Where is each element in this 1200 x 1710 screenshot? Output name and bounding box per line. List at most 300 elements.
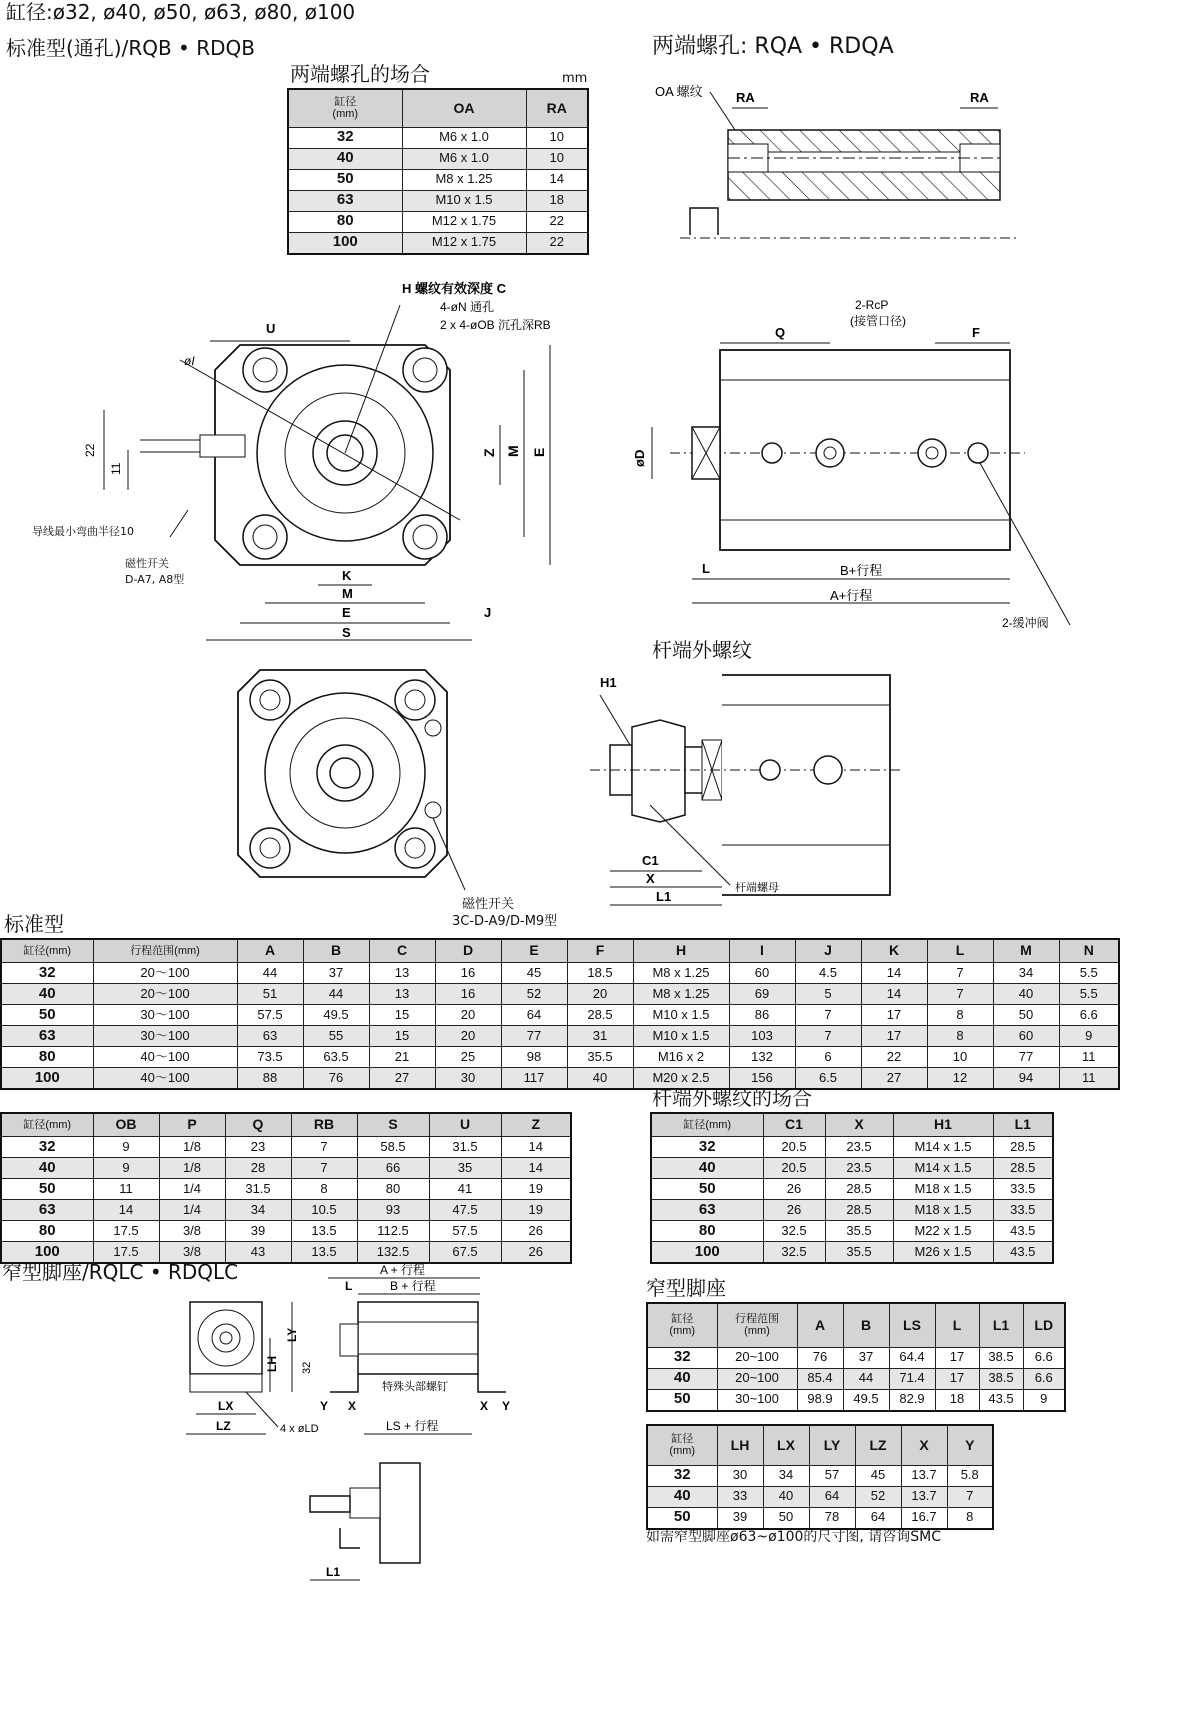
table-cell: 28.5 (567, 1005, 633, 1026)
table-header: D (435, 939, 501, 963)
e-label-vertical: E (531, 447, 547, 457)
front-view-2-drawing (215, 660, 505, 910)
table-header: 缸径 (mm) (647, 1303, 717, 1347)
foot-table-1 (646, 1302, 1066, 1412)
foot-drawing (180, 1262, 520, 1462)
table-cell: 28.5 (825, 1179, 893, 1200)
table-row (651, 1158, 1053, 1179)
table-header: LD (1023, 1303, 1065, 1347)
table-cell: M10 x 1.5 (633, 1026, 729, 1047)
table-cell: 6.6 (1023, 1368, 1065, 1389)
table-cell: 30 (435, 1068, 501, 1090)
table-cell: 71.4 (889, 1368, 935, 1389)
table-row (1, 1200, 571, 1221)
s-label: S (342, 625, 351, 640)
table-row (288, 190, 588, 211)
table-cell: 20 (435, 1026, 501, 1047)
foot-l1-label: L1 (326, 1565, 341, 1579)
table-cell: 30～100 (93, 1026, 237, 1047)
table-row (651, 1200, 1053, 1221)
m-label-vertical: M (505, 445, 521, 457)
table-header: 缸径 (mm) (647, 1425, 717, 1465)
table-cell: 60 (993, 1026, 1059, 1047)
table-cell: 1/4 (159, 1200, 225, 1221)
table-cell: 13.7 (901, 1486, 947, 1507)
bore-cell: 40 (651, 1158, 763, 1179)
bore-cell: 100 (288, 232, 402, 254)
ob-table (0, 1112, 572, 1264)
bore-cell: 40 (647, 1486, 717, 1507)
foot-x-label-right: X (480, 1399, 489, 1413)
table-cell: 132 (729, 1047, 795, 1068)
table-cell: 64.4 (889, 1347, 935, 1368)
rod-ext-title: 杆端外螺纹 (652, 638, 752, 662)
foot-table-title: 窄型脚座 (646, 1276, 726, 1300)
bore-cell: 50 (1, 1005, 93, 1026)
foot-y-label-right: Y (502, 1399, 511, 1413)
bore-cell: 32 (1, 963, 93, 984)
table-row (651, 1242, 1053, 1264)
table-cell: 51 (237, 984, 303, 1005)
h-thread-label: H 螺纹有效深度 C (402, 281, 507, 296)
table-cell: 64 (501, 1005, 567, 1026)
table-cell: 13.5 (291, 1221, 357, 1242)
oa-table-title: 两端螺孔的场合 (290, 62, 430, 86)
table-cell: 33.5 (993, 1179, 1053, 1200)
table-cell: 5.5 (1059, 963, 1119, 984)
table-row (1, 1221, 571, 1242)
table-header: M (993, 939, 1059, 963)
j-label: J (484, 605, 492, 620)
table-row (647, 1507, 993, 1529)
bore-cell: 50 (1, 1179, 93, 1200)
table-cell: 27 (369, 1068, 435, 1090)
table-cell: 38.5 (979, 1368, 1023, 1389)
table-cell: 64 (809, 1486, 855, 1507)
ra-label-left: RA (736, 90, 755, 105)
l-label: L (702, 561, 710, 576)
table-cell: 9 (93, 1158, 159, 1179)
table-header: LY (809, 1425, 855, 1465)
foot-note: 如需窄型脚座ø63~ø100的尺寸图, 请咨询SMC (646, 1529, 942, 1545)
table-cell: 14 (526, 169, 588, 190)
foot-lz-label: LZ (216, 1419, 231, 1433)
table-cell: 78 (809, 1507, 855, 1529)
table-cell: 31.5 (225, 1179, 291, 1200)
table-cell: 8 (927, 1005, 993, 1026)
table-cell: 43.5 (993, 1242, 1053, 1264)
table-header: E (501, 939, 567, 963)
table-header: B (843, 1303, 889, 1347)
table-cell: 18 (526, 190, 588, 211)
table-cell: 45 (501, 963, 567, 984)
mag-switch-label: 磁性开关 (125, 557, 169, 570)
table-cell: 6.6 (1059, 1005, 1119, 1026)
table-cell: 16.7 (901, 1507, 947, 1529)
table-cell: 60 (729, 963, 795, 984)
table-cell: 88 (237, 1068, 303, 1090)
foot-lh-label: LH (265, 1356, 279, 1372)
table-cell: 14 (861, 963, 927, 984)
table-cell: 11 (1059, 1047, 1119, 1068)
table-row (1, 1005, 1119, 1026)
foot-special-bolt: 特殊头部螺钉 (382, 1381, 448, 1393)
table-cell: 6.5 (795, 1068, 861, 1090)
table-cell: 7 (291, 1158, 357, 1179)
table-cell: 112.5 (357, 1221, 429, 1242)
cushion-label: 2-缓冲阀 (1002, 616, 1049, 630)
table-row (288, 148, 588, 169)
table-cell: M22 x 1.5 (893, 1221, 993, 1242)
front-view-drawing (80, 275, 580, 645)
bore-cell: 63 (1, 1026, 93, 1047)
foot-section-title: 窄型脚座/RQLC • RDQLC (2, 1260, 239, 1284)
both-end-tapped-drawing (650, 80, 1030, 260)
table-header: LS (889, 1303, 935, 1347)
table-cell: 20～100 (93, 984, 237, 1005)
table-cell: M6 x 1.0 (402, 148, 526, 169)
table-header: 行程范围(mm) (93, 939, 237, 963)
table-header: RA (526, 89, 588, 127)
table-cell: 25 (435, 1047, 501, 1068)
table-cell: 26 (501, 1242, 571, 1264)
table-cell: M18 x 1.5 (893, 1179, 993, 1200)
table-cell: 14 (501, 1158, 571, 1179)
x-label: X (646, 871, 655, 886)
table-cell: M12 x 1.75 (402, 211, 526, 232)
table-cell: 117 (501, 1068, 567, 1090)
table-header: X (825, 1113, 893, 1137)
table-header: 行程范围 (mm) (717, 1303, 797, 1347)
bore-cell: 50 (647, 1507, 717, 1529)
bore-cell: 32 (1, 1137, 93, 1158)
table-header: LX (763, 1425, 809, 1465)
table-header: P (159, 1113, 225, 1137)
table-cell: 13.5 (291, 1242, 357, 1264)
table-cell: 13 (369, 963, 435, 984)
mag-switch2-label: 磁性开关 (462, 897, 515, 912)
table-cell: 64 (855, 1507, 901, 1529)
table-header: J (795, 939, 861, 963)
table-cell: 14 (93, 1200, 159, 1221)
table-row (288, 169, 588, 190)
table-cell: 57.5 (429, 1221, 501, 1242)
bore-cell: 32 (288, 127, 402, 148)
table-header: A (797, 1303, 843, 1347)
foot-ly-label: LY (285, 1327, 299, 1342)
f-label: F (972, 325, 980, 340)
table-cell: M20 x 2.5 (633, 1068, 729, 1090)
table-row (1, 1137, 571, 1158)
table-cell: 40 (993, 984, 1059, 1005)
table-cell: 52 (501, 984, 567, 1005)
table-header: 缸径 (mm) (288, 89, 402, 127)
bore-cell: 80 (651, 1221, 763, 1242)
table-cell: 76 (303, 1068, 369, 1090)
table-header: A (237, 939, 303, 963)
ra-label-right: RA (970, 90, 989, 105)
table-row (651, 1221, 1053, 1242)
table-cell: 22 (861, 1047, 927, 1068)
table-cell: 103 (729, 1026, 795, 1047)
table-cell: 19 (501, 1200, 571, 1221)
table-row (288, 127, 588, 148)
table-cell: 37 (843, 1347, 889, 1368)
table-cell: 14 (861, 984, 927, 1005)
table-cell: 43.5 (993, 1221, 1053, 1242)
table-cell: 132.5 (357, 1242, 429, 1264)
table-header: C1 (763, 1113, 825, 1137)
bore-cell: 32 (647, 1465, 717, 1486)
table-header: LH (717, 1425, 763, 1465)
table-cell: 69 (729, 984, 795, 1005)
table-cell: 8 (947, 1507, 993, 1529)
table-header: OA (402, 89, 526, 127)
table-cell: 33 (717, 1486, 763, 1507)
table-cell: 1/8 (159, 1158, 225, 1179)
table-cell: M10 x 1.5 (633, 1005, 729, 1026)
table-cell: 20 (567, 984, 633, 1005)
table-header: 缸径(mm) (651, 1113, 763, 1137)
table-cell: 8 (927, 1026, 993, 1047)
table-header: X (901, 1425, 947, 1465)
table-cell: 28.5 (825, 1200, 893, 1221)
table-cell: M14 x 1.5 (893, 1158, 993, 1179)
table-cell: 55 (303, 1026, 369, 1047)
table-cell: 156 (729, 1068, 795, 1090)
dim-11-label: 11 (109, 462, 123, 475)
table-cell: 44 (303, 984, 369, 1005)
table-cell: 16 (435, 963, 501, 984)
table-cell: M18 x 1.5 (893, 1200, 993, 1221)
table-cell: 17.5 (93, 1221, 159, 1242)
table-cell: M26 x 1.5 (893, 1242, 993, 1264)
table-cell: M6 x 1.0 (402, 127, 526, 148)
table-cell: 39 (717, 1507, 763, 1529)
table-cell: 10 (526, 127, 588, 148)
bore-cell: 50 (647, 1389, 717, 1411)
table-cell: 35.5 (825, 1221, 893, 1242)
i-label: øI (184, 354, 195, 368)
b-stroke-label: B+行程 (840, 563, 883, 578)
table-row (288, 211, 588, 232)
table-cell: 20~100 (717, 1368, 797, 1389)
table-cell: 9 (93, 1137, 159, 1158)
table-cell: 50 (993, 1005, 1059, 1026)
table-cell: 17 (935, 1347, 979, 1368)
table-cell: 73.5 (237, 1047, 303, 1068)
oa-table-unit: mm (562, 71, 588, 86)
bore-cell: 40 (647, 1368, 717, 1389)
table-cell: 34 (763, 1465, 809, 1486)
table-cell: 18.5 (567, 963, 633, 984)
table-cell: 10.5 (291, 1200, 357, 1221)
table-cell: 21 (369, 1047, 435, 1068)
foot-x-label: X (348, 1399, 357, 1413)
table-row (647, 1465, 993, 1486)
table-cell: 85.4 (797, 1368, 843, 1389)
table-cell: 57.5 (237, 1005, 303, 1026)
table-cell: 30～100 (93, 1005, 237, 1026)
table-cell: 23.5 (825, 1158, 893, 1179)
h1-label: H1 (600, 675, 617, 690)
rod-table-title: 杆端外螺纹的场合 (652, 1086, 812, 1110)
table-header: RB (291, 1113, 357, 1137)
table-cell: 7 (927, 984, 993, 1005)
table-cell: 98.9 (797, 1389, 843, 1411)
table-row (1, 1026, 1119, 1047)
table-cell: 8 (291, 1179, 357, 1200)
table-cell: 7 (795, 1026, 861, 1047)
mag-switch2-type: 3C-D-A9/D-M9型 (452, 914, 558, 929)
table-cell: 18 (935, 1389, 979, 1411)
table-row (1, 1068, 1119, 1090)
table-cell: M10 x 1.5 (402, 190, 526, 211)
u-label: U (266, 321, 276, 336)
table-header: N (1059, 939, 1119, 963)
oa-thread-label: OA 螺纹 (655, 84, 703, 99)
table-cell: 80 (357, 1179, 429, 1200)
table-header: L1 (979, 1303, 1023, 1347)
bore-cell: 32 (651, 1137, 763, 1158)
table-cell: M12 x 1.75 (402, 232, 526, 254)
table-cell: 40～100 (93, 1047, 237, 1068)
foot-ld-label: 4 x øLD (280, 1423, 319, 1435)
table-cell: 28.5 (993, 1137, 1053, 1158)
table-cell: 17.5 (93, 1242, 159, 1264)
table-cell: 47.5 (429, 1200, 501, 1221)
q-label: Q (775, 325, 786, 340)
table-header: B (303, 939, 369, 963)
d-label: øD (632, 449, 647, 467)
table-cell: 20～100 (93, 963, 237, 984)
table-cell: 77 (993, 1047, 1059, 1068)
bore-cell: 63 (1, 1200, 93, 1221)
k-label: K (342, 568, 352, 583)
table-cell: 34 (993, 963, 1059, 984)
dim-22-label: 22 (83, 443, 97, 457)
table-cell: 49.5 (843, 1389, 889, 1411)
table-cell: 31 (567, 1026, 633, 1047)
table-header: F (567, 939, 633, 963)
foot-ls-stroke: LS + 行程 (386, 1419, 439, 1433)
foot-dim-32: 32 (301, 1361, 313, 1374)
bore-cell: 100 (1, 1068, 93, 1090)
table-cell: 37 (303, 963, 369, 984)
table-cell: M16 x 2 (633, 1047, 729, 1068)
foot-y-label: Y (320, 1399, 329, 1413)
table-cell: 82.9 (889, 1389, 935, 1411)
table-cell: 66 (357, 1158, 429, 1179)
table-cell: 94 (993, 1068, 1059, 1090)
table-cell: 28 (225, 1158, 291, 1179)
table-cell: 40～100 (93, 1068, 237, 1090)
table-cell: 58.5 (357, 1137, 429, 1158)
table-cell: 43 (225, 1242, 291, 1264)
foot-l-label: L (345, 1279, 353, 1293)
table-cell: 22 (526, 211, 588, 232)
table-cell: 44 (843, 1368, 889, 1389)
table-row (647, 1486, 993, 1507)
table-cell: 50 (763, 1507, 809, 1529)
table-cell: 63.5 (303, 1047, 369, 1068)
l1-label: L1 (656, 889, 672, 904)
table-row (1, 984, 1119, 1005)
bore-cell: 32 (647, 1347, 717, 1368)
table-cell: 86 (729, 1005, 795, 1026)
table-cell: 32.5 (763, 1242, 825, 1264)
table-header: Q (225, 1113, 291, 1137)
table-row (1, 963, 1119, 984)
table-cell: 15 (369, 1026, 435, 1047)
foot-b-stroke: B + 行程 (390, 1279, 436, 1293)
bore-size-line: 缸径:ø32, ø40, ø50, ø63, ø80, ø100 (6, 0, 356, 24)
table-cell: 11 (1059, 1068, 1119, 1090)
z-label: Z (481, 448, 497, 457)
rcp-note: (接管口径) (850, 314, 906, 328)
table-row (651, 1179, 1053, 1200)
table-cell: 23 (225, 1137, 291, 1158)
bore-cell: 40 (1, 984, 93, 1005)
table-header: OB (93, 1113, 159, 1137)
table-cell: 4.5 (795, 963, 861, 984)
foot-a-stroke: A + 行程 (380, 1263, 426, 1277)
table-cell: 26 (501, 1221, 571, 1242)
table-cell: 98 (501, 1047, 567, 1068)
table-cell: 1/8 (159, 1137, 225, 1158)
table-cell: 3/8 (159, 1242, 225, 1264)
table-header: 缸径(mm) (1, 939, 93, 963)
table-cell: M8 x 1.25 (633, 984, 729, 1005)
table-cell: 63 (237, 1026, 303, 1047)
foot-lx-label: LX (218, 1399, 234, 1413)
table-header: K (861, 939, 927, 963)
table-cell: 7 (291, 1137, 357, 1158)
standard-type-title: 标准型(通孔)/RQB • RDQB (6, 36, 255, 60)
table-cell: 5 (795, 984, 861, 1005)
table-cell: 28.5 (993, 1158, 1053, 1179)
table-row (288, 232, 588, 254)
table-cell: 7 (927, 963, 993, 984)
table-cell: 35.5 (825, 1242, 893, 1264)
table-cell: 17 (935, 1368, 979, 1389)
table-row (651, 1137, 1053, 1158)
foot-detail-drawing (300, 1458, 420, 1588)
table-cell: 23.5 (825, 1137, 893, 1158)
table-row (1, 1179, 571, 1200)
bore-cell: 40 (288, 148, 402, 169)
table-header: H1 (893, 1113, 993, 1137)
table-cell: 40 (763, 1486, 809, 1507)
oa-table (287, 88, 589, 255)
table-cell: 17 (861, 1026, 927, 1047)
table-cell: M8 x 1.25 (633, 963, 729, 984)
rod-nut-label: 杆端螺母 (735, 882, 779, 894)
a-stroke-label: A+行程 (830, 588, 873, 603)
bore-cell: 80 (1, 1221, 93, 1242)
bore-cell: 50 (651, 1179, 763, 1200)
table-cell: M14 x 1.5 (893, 1137, 993, 1158)
table-cell: 20~100 (717, 1347, 797, 1368)
table-cell: 31.5 (429, 1137, 501, 1158)
rcp-label: 2-RcP (855, 298, 889, 312)
table-cell: 15 (369, 1005, 435, 1026)
table-header: H (633, 939, 729, 963)
table-cell: 3/8 (159, 1221, 225, 1242)
std-table (0, 938, 1120, 1090)
table-cell: 1/4 (159, 1179, 225, 1200)
table-cell: 52 (855, 1486, 901, 1507)
